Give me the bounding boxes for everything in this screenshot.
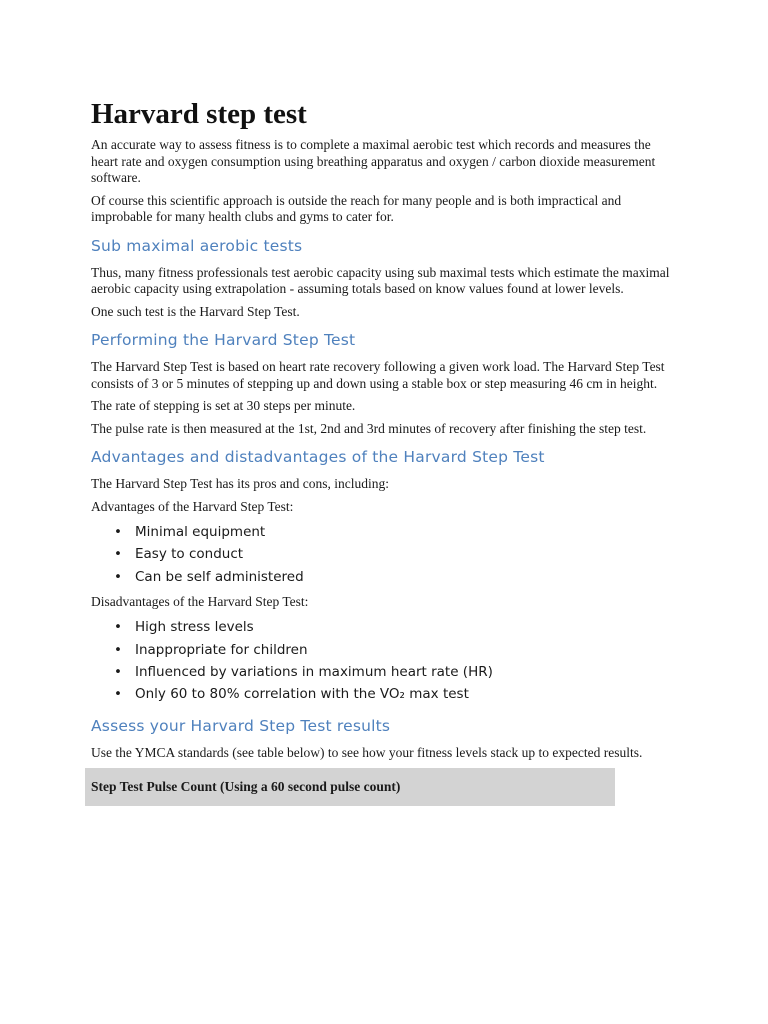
sub-maximal-paragraph-2: One such test is the Harvard Step Test. (91, 303, 300, 319)
list-item-text: Only 60 to 80% correlation with the VO₂ max test (135, 686, 469, 703)
performing-paragraph-2: The rate of stepping is set at 30 steps per minute. (91, 398, 356, 413)
heading-performing: Performing the Harvard Step Test (91, 331, 356, 349)
disadvantages-label: Disadvantages of the Harvard Step Test: (91, 593, 309, 609)
bullet-icon: • (114, 524, 122, 540)
assess-paragraph-1: Use the YMCA standards (see table below) to see how your fitness levels stack up to expected results. (91, 744, 643, 760)
sub-maximal-paragraph-1: Thus, many fitness professionals test aerobic capacity using sub maximal tests which estimate the maximal aerobic capacity using extrapolation - assuming totals based on know values found at lower levels. (91, 264, 670, 296)
intro-paragraph-2: Of course this scientific approach is outside the reach for many people and is both impractical and improbable for many health clubs and gyms to cater for. (91, 192, 622, 224)
list-item-text: High stress levels (135, 619, 254, 636)
page-title: Harvard step test (91, 98, 307, 130)
heading-sub-maximal: Sub maximal aerobic tests (91, 236, 303, 255)
list-item (114, 639, 681, 661)
list-item-text: Minimal equipment (135, 524, 266, 540)
bullet-icon: • (114, 546, 122, 563)
bullet-icon: • (114, 663, 122, 680)
performing-paragraph-3: The pulse rate is then measured at the 1st, 2nd and 3rd minutes of recovery after finishing the step test. (91, 420, 647, 436)
list-item (114, 566, 681, 588)
list-item (114, 543, 681, 565)
list-item (114, 616, 681, 638)
bullet-icon: • (114, 641, 122, 658)
bullet-icon: • (114, 686, 122, 703)
table-header-cell (85, 768, 615, 806)
list-item-text: Can be self administered (135, 568, 304, 585)
advantages-label: Advantages of the Harvard Step Test: (91, 498, 294, 514)
list-item (114, 521, 681, 543)
advantages-intro: The Harvard Step Test has its pros and cons, including: (91, 476, 390, 491)
bullet-icon: • (114, 568, 122, 585)
performing-paragraph-1: The Harvard Step Test is based on heart rate recovery following a given work load. The Harvard Step Test consists of 3 or 5 minutes of stepping up and down using a stable box or step measuring 46 cm in height. (91, 359, 665, 391)
bullet-icon: • (114, 619, 122, 636)
list-item-text: Influenced by variations in maximum heart rate (HR) (135, 663, 493, 680)
heading-assess: Assess your Harvard Step Test results (91, 716, 391, 735)
disadvantages-list (91, 616, 681, 705)
list-item-text: Easy to conduct (135, 546, 244, 563)
document-page (91, 96, 681, 806)
heading-advantages: Advantages and distadvantages of the Harvard Step Test (91, 448, 545, 466)
list-item (114, 661, 681, 683)
intro-paragraph-1: An accurate way to assess fitness is to complete a maximal aerobic test which records and measures the heart rate and oxygen consumption using breathing apparatus and oxygen / carbon dioxide measurement software. (91, 137, 656, 185)
table-header-text: Step Test Pulse Count (Using a 60 second pulse count) (91, 779, 401, 795)
list-item-text: Inappropriate for children (135, 641, 308, 658)
list-item (114, 683, 681, 705)
advantages-list (91, 521, 681, 588)
